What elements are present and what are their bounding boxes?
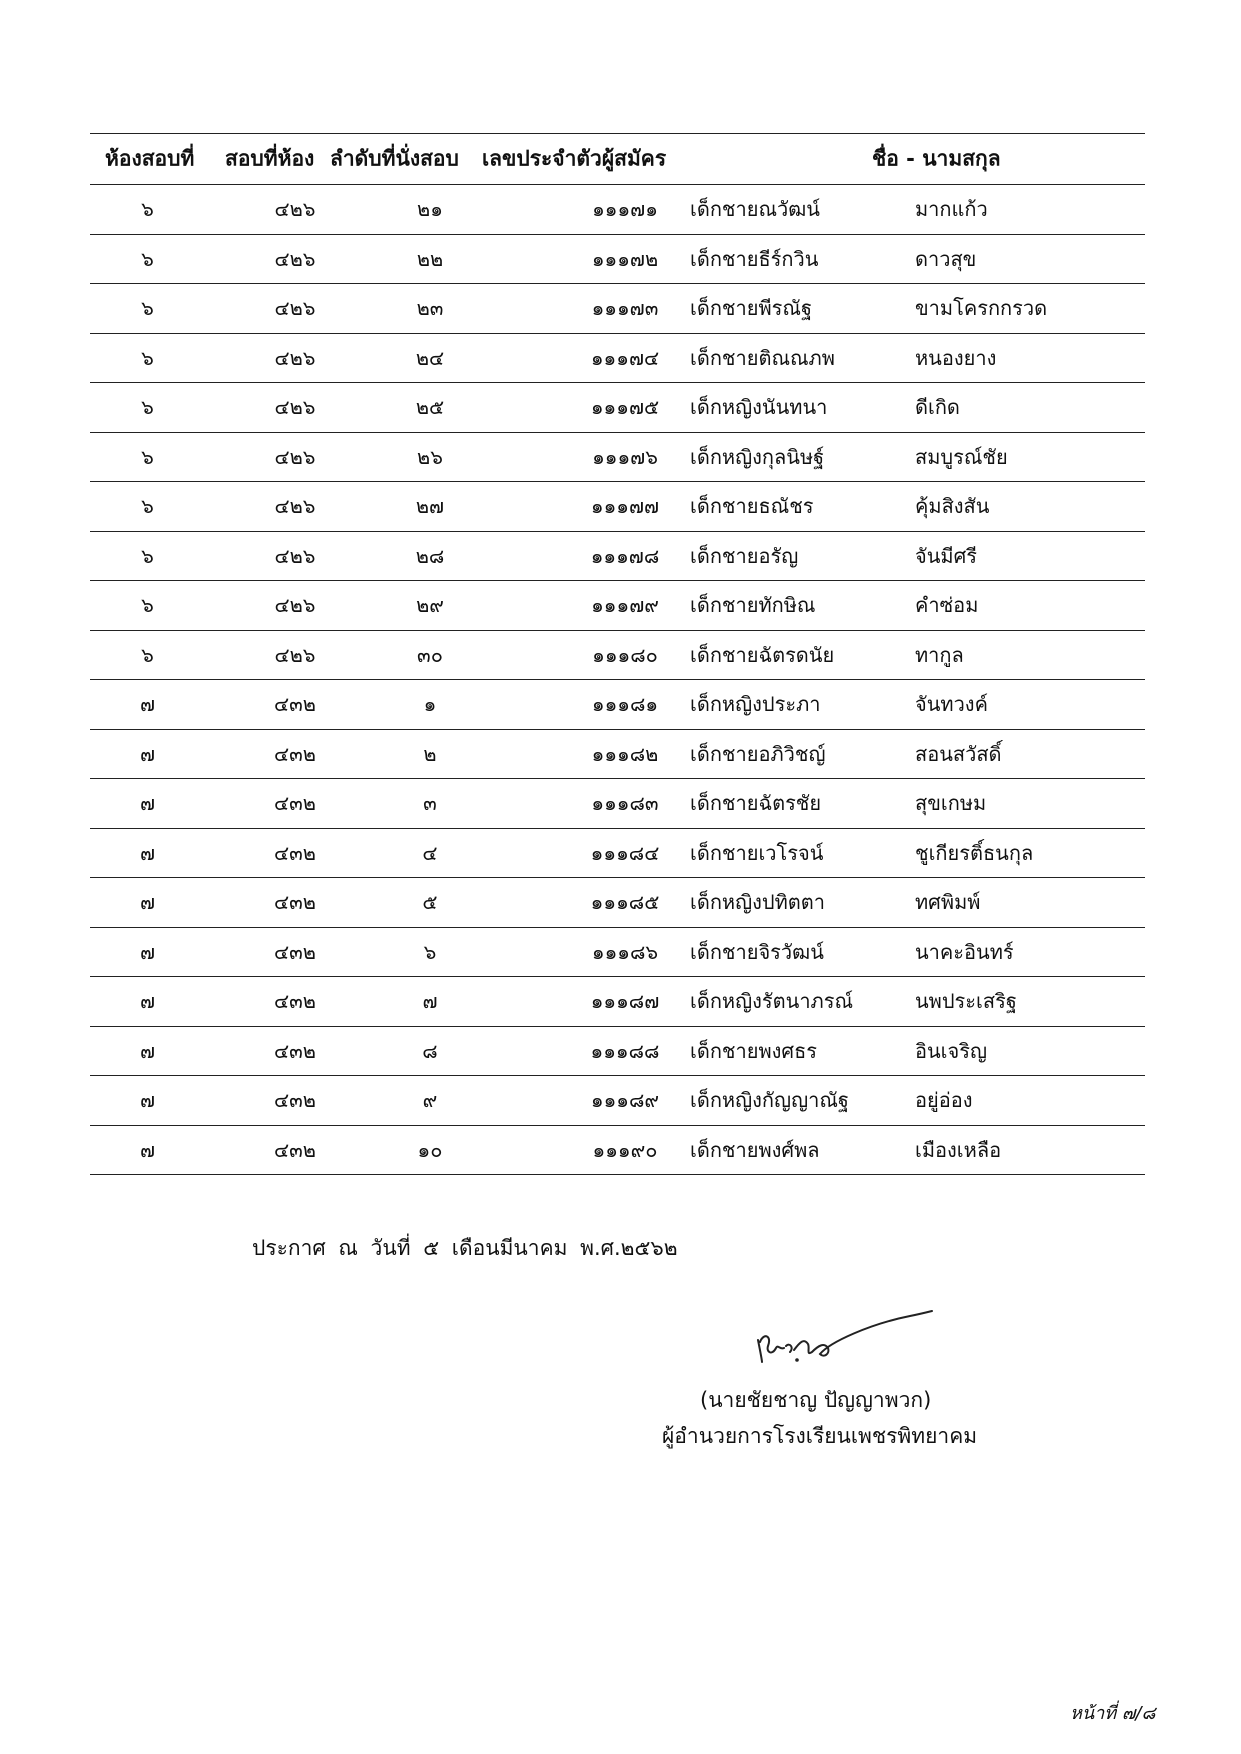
cell-applicant-id: ๑๑๑๘๘ [590, 1038, 660, 1063]
cell-seat: ๗ [422, 989, 438, 1014]
table-row [90, 482, 1145, 532]
cell-room: ๗ [139, 989, 156, 1014]
cell-applicant-id: ๑๑๑๘๔ [590, 840, 660, 865]
cell-last-name: ขามโครกกรวด [915, 296, 1048, 321]
cell-last-name: คุ้มสิงสัน [915, 494, 990, 519]
cell-room: ๖ [141, 593, 154, 618]
cell-building: ๔๓๒ [274, 989, 316, 1014]
cell-room: ๗ [139, 1088, 156, 1113]
cell-first-name: เด็กชายพงศธร [690, 1038, 818, 1063]
cell-seat: ๑ [423, 692, 437, 717]
cell-room: ๖ [141, 296, 154, 321]
cell-seat: ๖ [423, 939, 437, 964]
cell-first-name: เด็กชายพงศ์พล [690, 1137, 820, 1162]
cell-applicant-id: ๑๑๑๗๗ [590, 494, 660, 519]
cell-applicant-id: ๑๑๑๘๐ [592, 642, 658, 667]
cell-last-name: หนองยาง [915, 345, 997, 370]
cell-last-name: จันมีศรี [915, 543, 978, 568]
cell-room: ๗ [139, 741, 156, 766]
table-row [90, 1076, 1145, 1126]
table-row [90, 631, 1145, 681]
cell-seat: ๒๓ [416, 296, 444, 321]
table-row [90, 928, 1145, 978]
table-row [90, 878, 1145, 928]
cell-room: ๗ [139, 890, 156, 915]
cell-seat: ๒๔ [415, 345, 445, 370]
cell-last-name: อยู่อ่อง [915, 1088, 973, 1113]
cell-first-name: เด็กชายฉัตรดนัย [690, 642, 835, 667]
cell-building: ๔๒๖ [274, 395, 316, 420]
header-building: สอบที่ห้อง [225, 146, 315, 171]
cell-applicant-id: ๑๑๑๗๔ [590, 345, 660, 370]
table-row [90, 779, 1145, 829]
cell-building: ๔๓๒ [274, 1088, 316, 1113]
cell-seat: ๓ [423, 791, 437, 816]
cell-building: ๔๓๒ [274, 791, 316, 816]
cell-room: ๖ [141, 642, 154, 667]
cell-room: ๗ [139, 939, 156, 964]
cell-first-name: เด็กชายอรัญ [690, 543, 799, 568]
table-row [90, 829, 1145, 879]
cell-applicant-id: ๑๑๑๘๖ [591, 939, 659, 964]
cell-seat: ๒๖ [417, 444, 443, 469]
cell-last-name: สุขเกษม [915, 791, 987, 816]
cell-room: ๗ [139, 1137, 156, 1162]
cell-last-name: จันทวงค์ [915, 692, 988, 717]
cell-building: ๔๓๒ [274, 890, 316, 915]
cell-first-name: เด็กชายณวัฒน์ [690, 197, 820, 222]
cell-building: ๔๓๒ [274, 939, 316, 964]
cell-building: ๔๒๖ [274, 494, 316, 519]
cell-last-name: สอนสวัสดิ์ [915, 741, 1002, 766]
cell-seat: ๒๒ [416, 246, 444, 271]
cell-applicant-id: ๑๑๑๗๓ [591, 296, 659, 321]
cell-first-name: เด็กหญิงนันทนา [690, 395, 828, 420]
cell-room: ๗ [139, 692, 156, 717]
cell-first-name: เด็กชายติณณภพ [690, 345, 835, 370]
cell-building: ๔๒๖ [274, 543, 316, 568]
cell-applicant-id: ๑๑๑๙๐ [592, 1137, 658, 1162]
cell-seat: ๒๙ [416, 593, 444, 618]
cell-seat: ๑๐ [417, 1137, 443, 1162]
cell-applicant-id: ๑๑๑๘๒ [591, 741, 659, 766]
cell-building: ๔๒๖ [274, 197, 316, 222]
cell-first-name: เด็กชายพีรณัฐ [690, 296, 812, 321]
cell-seat: ๔ [422, 840, 438, 865]
cell-seat: ๙ [422, 1088, 438, 1113]
cell-last-name: สมบูรณ์ชัย [915, 444, 1008, 469]
cell-first-name: เด็กชายฉัตรชัย [690, 791, 822, 816]
cell-last-name: มากแก้ว [915, 197, 988, 222]
table-row [90, 581, 1145, 631]
cell-room: ๖ [141, 197, 154, 222]
announcement-date: ประกาศ ณ วันที่ ๕ เดือนมีนาคม พ.ศ.๒๕๖๒ [252, 1236, 678, 1260]
cell-room: ๗ [139, 791, 156, 816]
cell-building: ๔๒๖ [274, 642, 316, 667]
cell-first-name: เด็กหญิงประภา [690, 692, 821, 717]
cell-room: ๖ [141, 345, 154, 370]
exam-seating-table [90, 133, 1145, 1175]
table-row [90, 1027, 1145, 1077]
table-row [90, 185, 1145, 235]
cell-first-name: เด็กหญิงรัตนาภรณ์ [690, 989, 854, 1014]
cell-seat: ๕ [422, 890, 438, 915]
cell-first-name: เด็กชายจิรวัฒน์ [690, 939, 824, 964]
cell-room: ๖ [141, 246, 154, 271]
header-name: ชื่อ - นามสกุล [872, 146, 1001, 171]
cell-applicant-id: ๑๑๑๘๗ [590, 989, 660, 1014]
table-row [90, 383, 1145, 433]
cell-building: ๔๓๒ [274, 840, 316, 865]
cell-last-name: อินเจริญ [915, 1038, 988, 1063]
cell-first-name: เด็กชายธณัชร [690, 494, 814, 519]
cell-first-name: เด็กชายทักษิณ [690, 593, 816, 618]
table-row [90, 730, 1145, 780]
table-row [90, 235, 1145, 285]
cell-building: ๔๓๒ [274, 1038, 316, 1063]
cell-applicant-id: ๑๑๑๗๙ [591, 593, 659, 618]
cell-applicant-id: ๑๑๑๗๑ [592, 197, 658, 222]
cell-first-name: เด็กหญิงปทิตตา [690, 890, 826, 915]
signer-name: (นายชัยชาญ ปัญญาพวก) [700, 1388, 932, 1412]
page-number: หน้าที่ ๗/๘ [1070, 1703, 1156, 1724]
cell-seat: ๒๑ [417, 197, 443, 222]
cell-building: ๔๒๖ [274, 345, 316, 370]
cell-last-name: เมืองเหลือ [915, 1137, 1002, 1162]
cell-building: ๔๓๒ [274, 741, 316, 766]
table-row [90, 334, 1145, 384]
cell-room: ๖ [141, 543, 154, 568]
cell-applicant-id: ๑๑๑๗๕ [590, 395, 660, 420]
cell-room: ๖ [141, 395, 154, 420]
cell-last-name: ดีเกิด [915, 395, 960, 420]
cell-seat: ๒๘ [415, 543, 445, 568]
table-row [90, 1126, 1145, 1176]
cell-last-name: คำซ่อม [915, 593, 979, 618]
cell-first-name: เด็กชายธีร์กวิน [690, 246, 819, 271]
signer-position: ผู้อำนวยการโรงเรียนเพชรพิทยาคม [662, 1424, 978, 1448]
table-body [90, 185, 1145, 1175]
cell-applicant-id: ๑๑๑๘๙ [590, 1088, 660, 1113]
cell-building: ๔๓๒ [274, 1137, 316, 1162]
cell-building: ๔๒๖ [274, 246, 316, 271]
cell-last-name: นพประเสริฐ [915, 989, 1017, 1014]
cell-last-name: ทศพิมพ์ [915, 890, 981, 915]
cell-last-name: นาคะอินทร์ [915, 939, 1014, 964]
cell-seat: ๒๗ [415, 494, 445, 519]
cell-applicant-id: ๑๑๑๘๕ [590, 890, 660, 915]
cell-building: ๔๒๖ [274, 296, 316, 321]
table-row [90, 284, 1145, 334]
cell-first-name: เด็กหญิงกุลนิษฐ์ [690, 444, 825, 469]
cell-first-name: เด็กชายเวโรจน์ [690, 840, 824, 865]
cell-room: ๗ [139, 1038, 156, 1063]
cell-first-name: เด็กหญิงกัญญาณัฐ [690, 1088, 849, 1113]
cell-seat: ๒ [423, 741, 437, 766]
header-room: ห้องสอบที่ [105, 146, 195, 171]
cell-applicant-id: ๑๑๑๗๒ [591, 246, 659, 271]
cell-seat: ๓๐ [417, 642, 443, 667]
table-header-row [90, 134, 1145, 185]
cell-last-name: ดาวสุข [915, 246, 977, 271]
cell-last-name: ทากูล [915, 642, 964, 667]
cell-seat: ๒๕ [415, 395, 445, 420]
cell-applicant-id: ๑๑๑๘๓ [591, 791, 659, 816]
header-applicant-id: เลขประจำตัวผู้สมัคร [482, 146, 667, 171]
cell-room: ๖ [141, 444, 154, 469]
table-row [90, 433, 1145, 483]
cell-seat: ๘ [422, 1038, 438, 1063]
cell-applicant-id: ๑๑๑๗๖ [592, 444, 658, 469]
cell-building: ๔๒๖ [274, 593, 316, 618]
cell-applicant-id: ๑๑๑๘๑ [591, 692, 659, 717]
cell-building: ๔๒๖ [274, 444, 316, 469]
signature-image [750, 1302, 940, 1372]
cell-room: ๗ [139, 840, 156, 865]
cell-building: ๔๓๒ [274, 692, 316, 717]
table-row [90, 680, 1145, 730]
cell-last-name: ชูเกียรติ์ธนกุล [915, 840, 1034, 865]
table-row [90, 977, 1145, 1027]
header-seat: ลำดับที่นั่งสอบ [330, 146, 459, 171]
table-row [90, 532, 1145, 582]
cell-room: ๖ [141, 494, 154, 519]
cell-applicant-id: ๑๑๑๗๘ [590, 543, 660, 568]
cell-first-name: เด็กชายอภิวิชญ์ [690, 741, 826, 766]
